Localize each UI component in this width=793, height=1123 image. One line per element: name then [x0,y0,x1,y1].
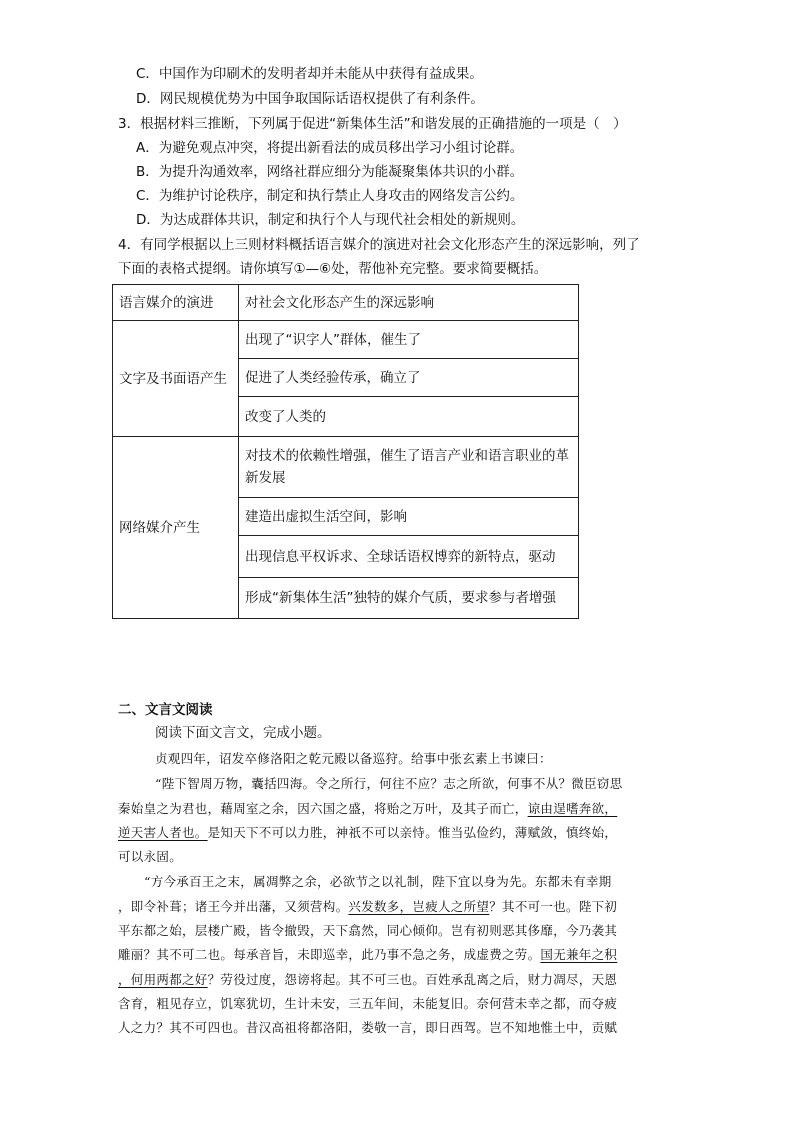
passage-line: 可以永固。 [118,849,183,864]
passage-text: ？劳役过度，怨谤将起。其不可三也。百姓承乱离之后，财力凋尽，天恩 [207,972,618,987]
underlined-sentence: 兴发数多，岂疲人之所望 [348,899,490,914]
group-label-network: 网络媒介产生 [113,437,239,619]
underlined-sentence: 逆天害人者也。 [118,825,208,840]
question-4-stem-line2: 下面的表格式提纲。请你填写①—⑥处，帮他补充完整。要求简要概括。 [118,261,548,277]
passage-text: ，即令补葺；诸王今并出藩，又须营构。 [118,899,349,914]
passage-line: “方今承百王之末，属凋弊之余，必欲节之以礼制，陛下宜以身为先。东都未有幸期 [144,874,612,889]
table-cell-1: 出现了“识字人”群体，催生了 [239,321,579,359]
option-c-q3: C．为维护讨论秩序，制定和执行禁止人身攻击的网络发言公约。 [136,188,524,204]
underlined-sentence: 国无兼年之积 [540,947,618,962]
passage-line [118,897,617,917]
option-a-q3: A．为避免观点冲突，将提出新看法的成员移出学习小组讨论群。 [136,140,524,156]
passage-line: 含育，粗见存立，饥寒犹切，生计未安，三五年间，未能复旧。奈何营未幸之都，而夺疲 [118,996,618,1011]
table-cell-7: 形成“新集体生活”独特的媒介气质，要求参与者增强 [239,578,579,619]
table-header-medium: 语言媒介的演进 [113,285,239,321]
table-cell-3: 改变了人类的 [239,397,579,437]
passage-text: 秦始皇之为君也，藉周室之余，因六国之盛，将贻之万叶，及其子而亡， [118,801,528,816]
passage-text: 是知天下不可以力胜，神祇不可以亲恃。惟当弘俭约，薄赋敛，慎终始， [207,825,618,840]
table-cell-6: 出现信息平权诉求、全球话语权博弈的新特点，驱动 [239,536,579,578]
passage-line [118,799,617,819]
passage-line: “陛下智周万物，囊括四海。令之所行，何往不应？志之所欲，何事不从？微臣窃思 [155,776,623,791]
passage-line: 人之力？其不可四也。昔汉高祖将都洛阳，娄敬一言，即日西驾。岂不知地惟土中，贡赋 [118,1020,618,1035]
table-header-influence: 对社会文化形态产生的深远影响 [239,285,579,321]
underlined-sentence: 谅由逞嗜奔欲， [527,801,618,816]
outline-table [112,284,579,619]
table-cell-5: 建造出虚拟生活空间，影响 [239,498,579,536]
option-d-q2: D．网民规模优势为中国争取国际话语权提供了有利条件。 [136,91,484,107]
passage-line [118,970,617,990]
table-cell-2: 促进了人类经验传承，确立了 [239,359,579,397]
option-c-q2: C．中国作为印刷术的发明者却并未能从中获得有益成果。 [136,66,483,82]
passage-line: 贞观四年，诏发卒修洛阳之乾元殿以备巡狩。给事中张玄素上书谏曰： [155,751,552,766]
passage-text: 雕丽？其不可二也。每承音旨，未即巡幸，此乃事不急之务，成虚费之劳。 [118,947,541,962]
question-3-stem: 3．根据材料三推断，下列属于促进“新集体生活”和谐发展的正确措施的一项是（ ） [118,116,627,132]
passage-line [118,823,617,843]
passage-line [118,945,617,965]
passage-line: 平东都之始，层楼广殿，皆令撤毁，天下翕然，同心倾仰。岂有初则恶其侈靡，今乃袭其 [118,923,618,938]
option-b-q3: B．为提升沟通效率，网络社群应细分为能凝聚集体共识的小群。 [136,164,524,180]
passage-text: ？其不可一也。陛下初 [489,899,618,914]
option-d-q3: D．为达成群体共识，制定和执行个人与现代社会相处的新规则。 [136,212,525,228]
underlined-sentence: ，何用两都之好 [118,972,208,987]
section-heading: 二、文言文阅读 [118,702,213,718]
group-label-writing: 文字及书面语产生 [113,321,239,437]
question-4-stem-line1: 4．有同学根据以上三则材料概括语言媒介的演进对社会文化形态产生的深远影响，列了 [118,237,640,253]
table-cell-4: 对技术的依赖性增强，催生了语言产业和语言职业的革新发展 [239,437,579,498]
reading-instruction: 阅读下面文言文，完成小题。 [155,725,331,741]
